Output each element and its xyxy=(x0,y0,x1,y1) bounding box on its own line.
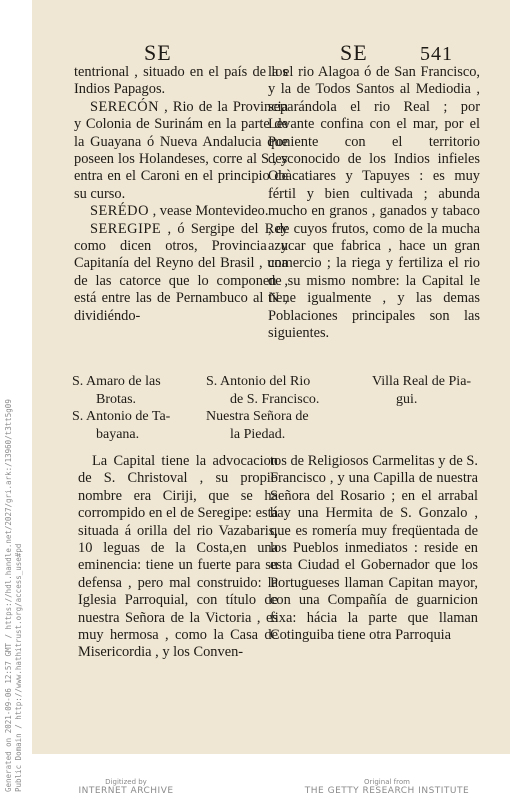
settlements-column-3 xyxy=(372,373,492,408)
settlement-line: gui. xyxy=(396,391,418,407)
running-head-right: SE xyxy=(340,40,368,65)
entry-text: , Rio de la Provincia y Colonia de Surinám en la parte de la Guayana ó Nueva Andalucia que poseen los Holandeses, corre al S , y entra en el Caroni en el principio de su curso. xyxy=(74,98,288,202)
running-head-left: SE xyxy=(144,40,172,65)
provenance-sidebar xyxy=(4,399,24,792)
settlement-line: S. Amaro de las xyxy=(72,374,161,389)
digitizer-credit xyxy=(66,778,186,796)
settlements-column-1 xyxy=(72,373,202,443)
text-column-3 xyxy=(78,453,278,662)
source-label: Original from xyxy=(364,778,410,786)
entry-text: , ó Sergipe del Rey como dicen otros, Provincia y Capitanía del Reyno del Brasil , una de las catorce que lo componen , está entre las de Pernambuco al N , dividiéndo- xyxy=(74,220,288,324)
dictionary-entry xyxy=(74,99,288,203)
text-column-2 xyxy=(268,64,480,343)
entry-text: , vease Montevideo. xyxy=(148,203,269,220)
paragraph: la el rio Alagoa ó de San Francisco, y la de Todos Santos al Mediodia , separándola el rio Real ; por Levante confina con el mar, por el Poniente con el territorio desconocido de los Indios infieles Obàcatiares y Tapuyes : es muy fértil y bien cultivada ; abunda mucho en granos , ganados y tabaco , de cuyos frutos, como de la mucha azucar que fabrica , hace un gran comercio ; la riega y fertiliza el rio de su mismo nombre: la Capital le tiene igualmente , y las demas Poblaciones principales son las siguientes. xyxy=(268,64,480,342)
entry-headword: SERÉDO xyxy=(90,203,149,220)
dictionary-entry xyxy=(74,221,288,325)
paragraph: La Capital tiene la advocacion de S. Christoval , su propio nombre era Ciriji, que se ha corrompido en el de Seregipe: está situada á orilla del rio Vazabaris, 10 leguas de la Costa,en una eminencia: tiene un fuerte para su defensa , pero mal construido: la Iglesia Parroquial, con título de nuestra Señora de la Victoria , es muy hermosa , como la Casa de Misericordia , y los Conven- xyxy=(78,453,278,661)
paragraph: tentrional , situado en el país de los Indios Papagos. xyxy=(74,64,288,98)
text-column-1 xyxy=(74,64,288,325)
entry-headword: SEREGIPE xyxy=(90,220,162,237)
settlement-line: Villa Real de Pia- xyxy=(372,374,472,389)
page-number: 541 xyxy=(420,43,453,65)
settlements-column-2 xyxy=(206,373,366,443)
provenance-line: Public Domain / http://www.hathitrust.org/access_use#pd xyxy=(14,543,23,792)
source-name: THE GETTY RESEARCH INSTITUTE xyxy=(304,786,470,796)
provenance-line: Generated on 2021-09-06 12:57 GMT / https://hdl.handle.net/2027/gri.ark:/13960/t3tt5g09 xyxy=(4,399,13,792)
source-credit xyxy=(292,778,482,796)
settlement-line: la Piedad. xyxy=(230,426,286,442)
paragraph: tos de Religiosos Carmelitas y de S. Francisco , y una Capilla de nuestra Señora del Rosario ; en el arrabal hay una Hermita de S. Gonzalo , que es romería muy freqüentada de los Pueblos inmediatos : reside en esta Ciudad el Gobernador que los Portugueses llaman Capitan mayor, con una Compañía de guarnicion fixa: hácia la parte que llaman Cotinguiba tiene otra Parroquia xyxy=(270,453,478,644)
digitizer-label: Digitized by xyxy=(105,778,147,786)
settlement-line: de S. Francisco. xyxy=(230,391,320,407)
dictionary-entry xyxy=(74,203,288,220)
entry-headword: SERECÓN xyxy=(90,98,160,115)
book-page xyxy=(32,0,510,754)
digitizer-name: INTERNET ARCHIVE xyxy=(78,786,174,796)
settlement-line: bayana. xyxy=(96,426,140,442)
settlement-line: Brotas. xyxy=(96,391,137,407)
settlement-line: S. Antonio de Ta- xyxy=(72,409,171,424)
settlement-line: Nuestra Señora de xyxy=(206,409,309,424)
settlement-line: S. Antonio del Rio xyxy=(206,374,311,389)
text-column-4 xyxy=(270,453,478,644)
